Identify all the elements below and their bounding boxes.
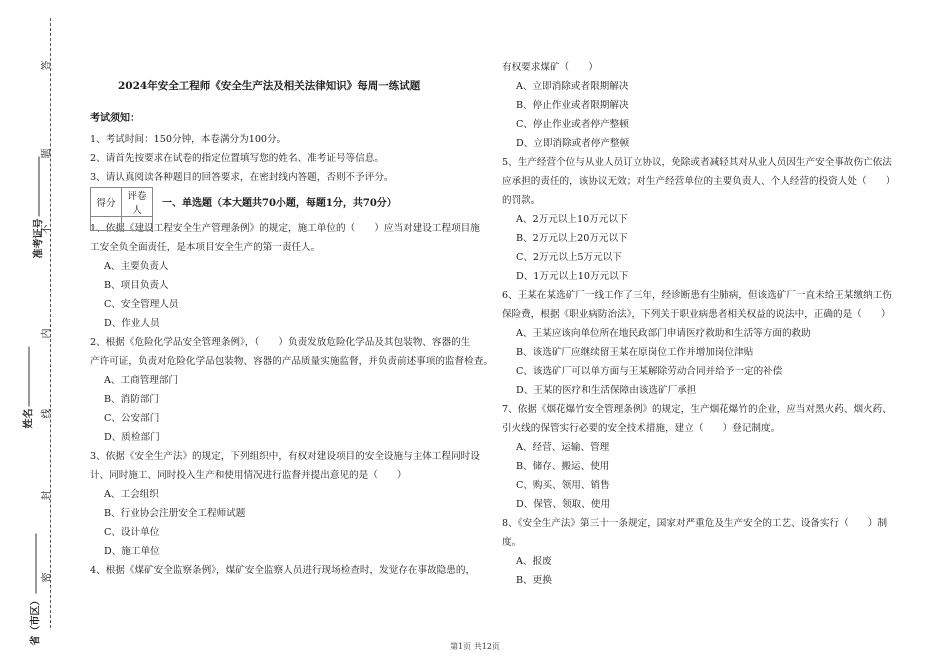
- question-text: 8、《安全生产法》第三十一条规定，国家对严重危及生产安全的工艺、设备实行（ ）制: [502, 518, 888, 529]
- answer-option: D、质检部门: [104, 432, 160, 443]
- question-text: 6、王某在某选矿厂一线工作了三年，经诊断患有尘肺病，但该选矿厂一直未给王某缴纳工伤: [502, 290, 892, 301]
- score-cell-label: 得分: [91, 188, 122, 217]
- answer-option: A、立即消除或者限期解决: [516, 81, 629, 92]
- seal-char: 密: [41, 572, 53, 583]
- answer-option: A、工会组织: [104, 489, 159, 500]
- notice-heading: 考试须知：: [90, 113, 140, 124]
- question-text: 5、生产经营个位与从业人员订立协议，免除或者减轻其对从业人员因生产安全事故伤亡依法: [502, 157, 892, 168]
- seal-char: 内: [41, 328, 53, 339]
- seal-char: 答: [41, 60, 53, 71]
- answer-option: D、立即消除或者停产整顿: [516, 138, 630, 149]
- question-text: 度。: [502, 537, 522, 548]
- answer-option: A、经营、运输、管理: [516, 442, 610, 453]
- answer-option: C、该选矿厂可以单方面与王某解除劳动合同并给予一定的补偿: [516, 366, 783, 377]
- answer-option: D、作业人员: [104, 318, 160, 329]
- question-text: 4、根据《煤矿安全监察条例》，煤矿安全监察人员进行现场检查时，发觉存在事故隐患的，: [90, 565, 476, 576]
- left-column: [90, 78, 493, 580]
- answer-option: A、2万元以上10万元以下: [516, 214, 628, 225]
- answer-option: B、行业协会注册安全工程师试题: [104, 508, 246, 519]
- seal-char: 封: [41, 490, 53, 501]
- score-section: [90, 187, 490, 217]
- answer-option: B、更换: [516, 575, 552, 586]
- answer-option: B、该选矿厂应继续留王某在原岗位工作并增加岗位津贴: [516, 347, 754, 358]
- answer-option: B、消防部门: [104, 394, 160, 405]
- seal-char: 线: [41, 408, 53, 419]
- answer-option: C、公安部门: [104, 413, 160, 424]
- answer-option: A、王某应该向单位所在地民政部门申请医疗救助和生活等方面的救助: [516, 328, 811, 339]
- question-text: 计、同时施工、同时投入生产和使用情况进行监督并提出意见的是（ ）: [90, 470, 407, 481]
- notice-item: 3、请认真阅读各种题目的回答要求，在密封线内答题，否则不予评分。: [90, 172, 394, 183]
- grader-cell-label: 评卷人: [122, 188, 153, 217]
- notice-item: 2、请首先按要求在试卷的指定位置填写您的姓名、准考证号等信息。: [90, 153, 384, 164]
- answer-option: C、设计单位: [104, 527, 160, 538]
- answer-option: D、施工单位: [104, 546, 160, 557]
- page-title: 2024年安全工程师《安全生产法及相关法律知识》每周一练试题: [118, 80, 421, 92]
- name-label: 姓名: [23, 408, 35, 429]
- grader-cell-blank: [122, 217, 153, 231]
- answer-option: A、报废: [516, 556, 552, 567]
- score-cell-blank: [91, 217, 122, 231]
- question-text: 3、依据《安全生产法》的规定，下列组织中，有权对建设项目的安全设施与主体工程同时设: [90, 451, 480, 462]
- question-text: 保险费，根据《职业病防治法》，下列关于职业病患者相关权益的说法中，正确的是（ ）: [502, 309, 891, 320]
- section-heading: 一、单选题（本大题共70小题，每题1分，共70分）: [162, 198, 397, 209]
- answer-option: D、保管、领取、使用: [516, 499, 611, 510]
- left-question-list: [90, 219, 493, 580]
- answer-option: B、停止作业或者限期解决: [516, 100, 629, 111]
- question-text: 7、依据《烟花爆竹安全管理条例》的规定，生产烟花爆竹的企业，应当对黑火药、烟火药、: [502, 404, 892, 415]
- notice-item: 1、考试时间：150分钟，本卷满分为100分。: [90, 134, 287, 145]
- exam-number-label: 准考证号: [33, 218, 45, 259]
- answer-option: B、2万元以上20万元以下: [516, 233, 628, 244]
- question-text: 产许可证，负责对危险化学品包装物、容器的产品质量实施监督，并负责前述事项的监督检查。: [90, 356, 493, 367]
- answer-option: C、购买、领用、销售: [516, 480, 610, 491]
- answer-option: C、停止作业或者停产整顿: [516, 119, 629, 130]
- answer-option: D、王某的医疗和生活保障由该选矿厂承担: [516, 385, 697, 396]
- answer-option: A、主要负责人: [104, 261, 169, 272]
- answer-option: C、2万元以上5万元以下: [516, 252, 622, 263]
- province-label: 省（市区）: [30, 595, 42, 646]
- question-text: 1、依据《建设工程安全生产管理条例》的规定，施工单位的（ ）应当对建设工程项目施: [90, 223, 480, 234]
- answer-option: D、1万元以上10万元以下: [516, 271, 629, 282]
- answer-option: B、项目负责人: [104, 280, 169, 291]
- answer-option: B、储存、搬运、使用: [516, 461, 610, 472]
- question-text: 的罚款。: [502, 195, 541, 206]
- page-footer: 第1页 共12页: [450, 642, 500, 651]
- answer-option: C、安全管理人员: [104, 299, 179, 310]
- right-column: [502, 58, 902, 590]
- question-text: 工安全负全面责任，是本项目安全生产的第一责任人。: [90, 242, 321, 253]
- question-text: 2、根据《危险化学品安全管理条例》，（ ）负责发放危险化学品及其包装物、容器的生: [90, 337, 471, 348]
- question-text: 引火线的保管实行必要的安全技术措施，建立（ ）登记制度。: [502, 423, 781, 434]
- seal-char: 题: [41, 148, 53, 159]
- question-text: 有权要求煤矿（ ）: [502, 62, 598, 73]
- question-text: 应承担的责任的，该协议无效；对生产经营单位的主要负责人、个人经营的投资人处（ ）: [502, 176, 896, 187]
- score-table: [90, 187, 153, 231]
- answer-option: A、工商管理部门: [104, 375, 179, 386]
- right-question-list: [502, 58, 902, 590]
- seal-char: 不: [41, 224, 53, 235]
